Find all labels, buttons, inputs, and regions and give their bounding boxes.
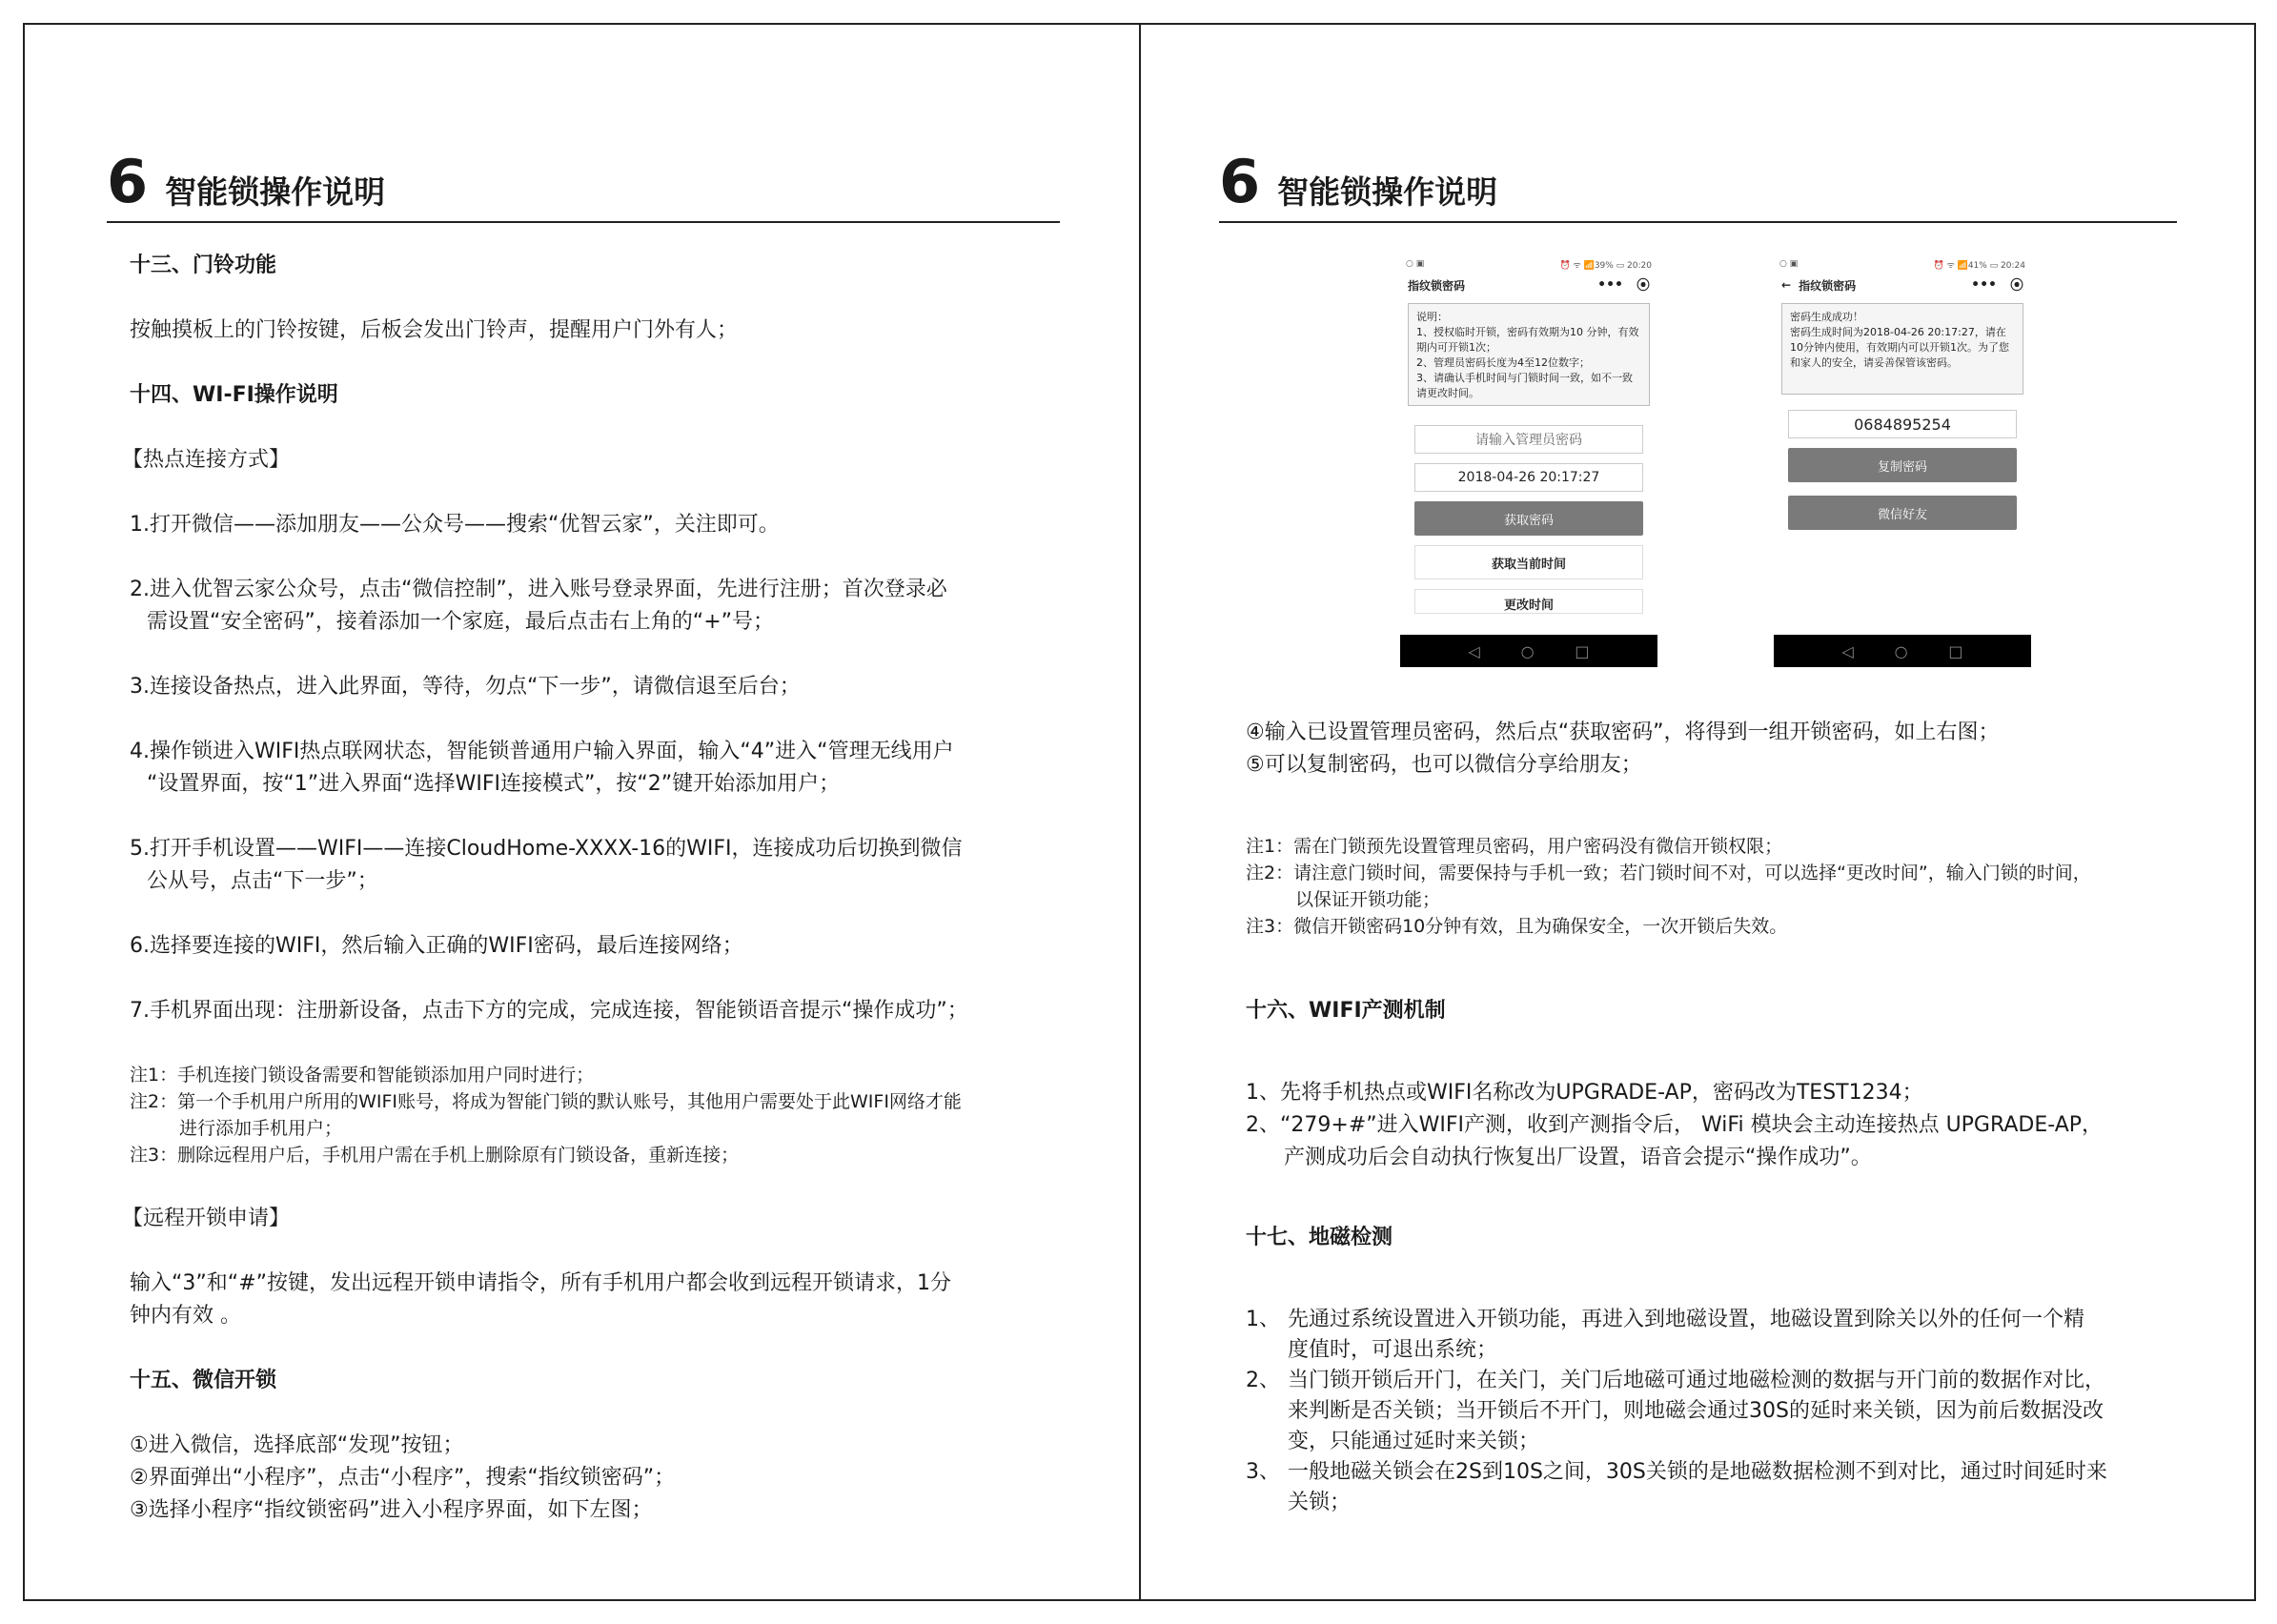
get-current-time-button[interactable]: 获取当前时间: [1414, 545, 1643, 579]
left-page: [23, 23, 1141, 1601]
phone-title-bar: [1400, 273, 1657, 297]
note-3: 注3：删除远程用户后，手机用户需在手机上删除原有门锁设备，重新连接；: [130, 1145, 740, 1166]
phone-status-bar: [1774, 255, 2031, 273]
sec17-num-3: 3、: [1246, 1460, 1280, 1484]
more-icon[interactable]: •••: [1597, 277, 1623, 293]
phone-screenshot-right: [1774, 255, 2031, 667]
success-message-box: 密码生成成功！ 密码生成时间为2018-04-26 20:17:27，请在10分钟内使用，有效期内可以开锁1次。为了您和家人的安全，请妥善保管该密码。: [1781, 303, 2023, 395]
step-4-cont: “设置界面，按“1”进入界面“选择WIFI连接模式”，按“2”键开始添加用户；: [147, 772, 841, 796]
note-1: 注1：手机连接门锁设备需要和智能锁添加用户同时进行；: [130, 1065, 595, 1086]
target-icon[interactable]: ⦿: [2010, 278, 2023, 294]
copy-password-button[interactable]: 复制密码: [1788, 448, 2017, 482]
datetime-field[interactable]: 2018-04-26 20:17:27: [1414, 463, 1643, 492]
change-time-button[interactable]: 更改时间: [1414, 589, 1643, 614]
back-icon[interactable]: ◁: [1841, 641, 1854, 660]
back-icon[interactable]: ◁: [1468, 641, 1480, 660]
step-1: 1.打开微信——添加朋友——公众号——搜索“优智云家”，关注即可。: [130, 513, 780, 537]
right-note-1: 注1：需在门锁预先设置管理员密码，用户密码没有微信开锁权限；: [1246, 836, 1783, 857]
right-page: [1139, 23, 2256, 1601]
step-4: 4.操作锁进入WIFI热点联网状态，智能锁普通用户输入界面，输入“4”进入“管理无线用户: [130, 740, 954, 763]
sec16-item-2: 2、“279+#”进入WIFI产测，收到产测指令后， WiFi 模块会主动连接热点 UPGRADE-AP，: [1246, 1113, 2104, 1137]
more-icon[interactable]: •••: [1971, 277, 1997, 293]
status-icons-right: ⏰ ᯤ 📶41% ▭ 20:24: [1933, 260, 2025, 271]
step-5: 5.打开手机设置——WIFI——连接CloudHome-XXXX-16的WIFI，连接成功后切换到微信: [130, 837, 963, 861]
status-icons-right: ⏰ ᯤ 📶39% ▭ 20:20: [1559, 260, 1652, 271]
sec17-item-1-cont: 度值时，可退出系统；: [1288, 1338, 1498, 1362]
step-2: 2.进入优智云家公众号，点击“微信控制”，进入账号登录界面，先进行注册；首次登录必: [130, 578, 947, 601]
phone-screenshot-left: [1400, 255, 1657, 667]
step-7: 7.手机界面出现：注册新设备，点击下方的完成，完成连接，智能锁语音提示“操作成功”；: [130, 999, 968, 1023]
chapter-number: 6: [1219, 147, 1261, 216]
wechat-step-4: ④输入已设置管理员密码，然后点“获取密码”，将得到一组开锁密码，如上右图；: [1246, 721, 2000, 744]
chapter-header-left: [107, 137, 1060, 223]
phone-title-bar: [1774, 273, 2031, 297]
android-nav-bar: [1774, 635, 2031, 667]
chapter-number: 6: [107, 147, 149, 216]
step-5-cont: 公从号，点击“下一步”；: [147, 869, 378, 893]
section-13-heading: 十三、门铃功能: [130, 254, 277, 277]
wechat-step-3: ③选择小程序“指纹锁密码”进入小程序界面，如下左图；: [130, 1498, 653, 1522]
share-wechat-friend-button[interactable]: 微信好友: [1788, 496, 2017, 530]
section-16-heading: 十六、WIFI产测机制: [1246, 999, 1446, 1023]
right-note-3: 注3：微信开锁密码10分钟有效，且为确保安全，一次开锁后失效。: [1246, 916, 1788, 937]
section-15-heading: 十五、微信开锁: [130, 1369, 277, 1392]
wechat-step-5: ⑤可以复制密码，也可以微信分享给朋友；: [1246, 753, 1642, 777]
step-3: 3.连接设备热点，进入此界面，等待，勿点“下一步”，请微信退至后台；: [130, 675, 801, 699]
remote-heading: 【远程开锁申请】: [122, 1207, 291, 1230]
target-icon[interactable]: ⦿: [1637, 278, 1650, 294]
note-2-cont: 进行添加手机用户；: [179, 1118, 343, 1139]
sec16-item-2-cont: 产测成功后会自动执行恢复出厂设置，语音会提示“操作成功”。: [1284, 1146, 1872, 1169]
phone-status-bar: [1400, 255, 1657, 273]
home-icon[interactable]: ○: [1520, 641, 1535, 660]
section-14-heading: 十四、WI-FI操作说明: [130, 383, 338, 407]
admin-password-input[interactable]: 请输入管理员密码: [1414, 425, 1643, 454]
remote-text-cont: 钟内有效 。: [130, 1304, 241, 1328]
status-icons-left: ○ ▣: [1406, 259, 1425, 269]
sec17-item-2-cont2: 变，只能通过延时来关锁；: [1288, 1430, 1540, 1453]
mini-program-title: 指纹锁密码: [1799, 278, 1857, 293]
right-note-2: 注2：请注意门锁时间，需要保持与手机一致；若门锁时间不对，可以选择“更改时间”，输入门锁的时间，: [1246, 863, 2091, 883]
sec17-item-2: 当门锁开锁后开门，在关门，关门后地磁可通过地磁检测的数据与开门前的数据作对比，: [1288, 1369, 2106, 1392]
sec16-item-1: 1、先将手机热点或WIFI名称改为UPGRADE-AP，密码改为TEST1234；: [1246, 1081, 1923, 1105]
section-17-heading: 十七、地磁检测: [1246, 1226, 1393, 1249]
sec17-item-1: 先通过系统设置进入开锁功能，再进入到地磁设置，地磁设置到除关以外的任何一个精: [1288, 1308, 2085, 1331]
android-nav-bar: [1400, 635, 1657, 667]
home-icon[interactable]: ○: [1894, 641, 1908, 660]
recent-apps-icon[interactable]: □: [1948, 641, 1963, 660]
remote-text: 输入“3”和“#”按键，发出远程开锁申请指令，所有手机用户都会收到远程开锁请求，1分: [130, 1271, 952, 1295]
generated-code-field[interactable]: 0684895254: [1788, 410, 2017, 438]
hotspot-heading: 【热点连接方式】: [122, 448, 291, 472]
sec17-num-2: 2、: [1246, 1369, 1280, 1392]
status-icons-left: ○ ▣: [1779, 259, 1799, 269]
sec17-item-3-cont: 关锁；: [1288, 1491, 1352, 1514]
right-note-2-cont: 以保证开锁功能；: [1295, 889, 1441, 910]
step-2-cont: 需设置“安全密码”，接着添加一个家庭，最后点击右上角的“+”号；: [147, 610, 775, 634]
section-13-text: 按触摸板上的门铃按键，后板会发出门铃声，提醒用户门外有人；: [130, 318, 739, 342]
sec17-num-1: 1、: [1246, 1308, 1280, 1331]
back-arrow-icon[interactable]: ←: [1781, 278, 1792, 292]
sec17-item-2-cont1: 来判断是否关锁；当开锁后不开门，则地磁会通过30S的延时来关锁，因为前后数据没改: [1288, 1399, 2104, 1423]
step-6: 6.选择要连接的WIFI，然后输入正确的WIFI密码，最后连接网络；: [130, 934, 743, 958]
recent-apps-icon[interactable]: □: [1575, 641, 1590, 660]
note-2: 注2：第一个手机用户所用的WIFI账号，将成为智能门锁的默认账号，其他用户需要处于此WIFI网络才能: [130, 1091, 962, 1112]
get-password-button[interactable]: 获取密码: [1414, 501, 1643, 536]
mini-program-title: 指纹锁密码: [1408, 278, 1466, 293]
wechat-step-2: ②界面弹出“小程序”，点击“小程序”，搜索“指纹锁密码”；: [130, 1466, 676, 1490]
sec17-item-3: 一般地磁关锁会在2S到10S之间，30S关锁的是地磁数据检测不到对比，通过时间延时来: [1288, 1460, 2107, 1484]
chapter-title: 智能锁操作说明: [165, 173, 386, 211]
instructions-box: 说明： 1、授权临时开锁，密码有效期为10 分钟，有效期内可开锁1次； 2、管理员密码长度为4至12位数字； 3、请确认手机时间与门锁时间一致，如不一致请更改时间。: [1408, 303, 1650, 406]
chapter-title: 智能锁操作说明: [1277, 173, 1498, 211]
wechat-step-1: ①进入微信，选择底部“发现”按钮；: [130, 1433, 464, 1457]
chapter-header-right: [1219, 137, 2177, 223]
